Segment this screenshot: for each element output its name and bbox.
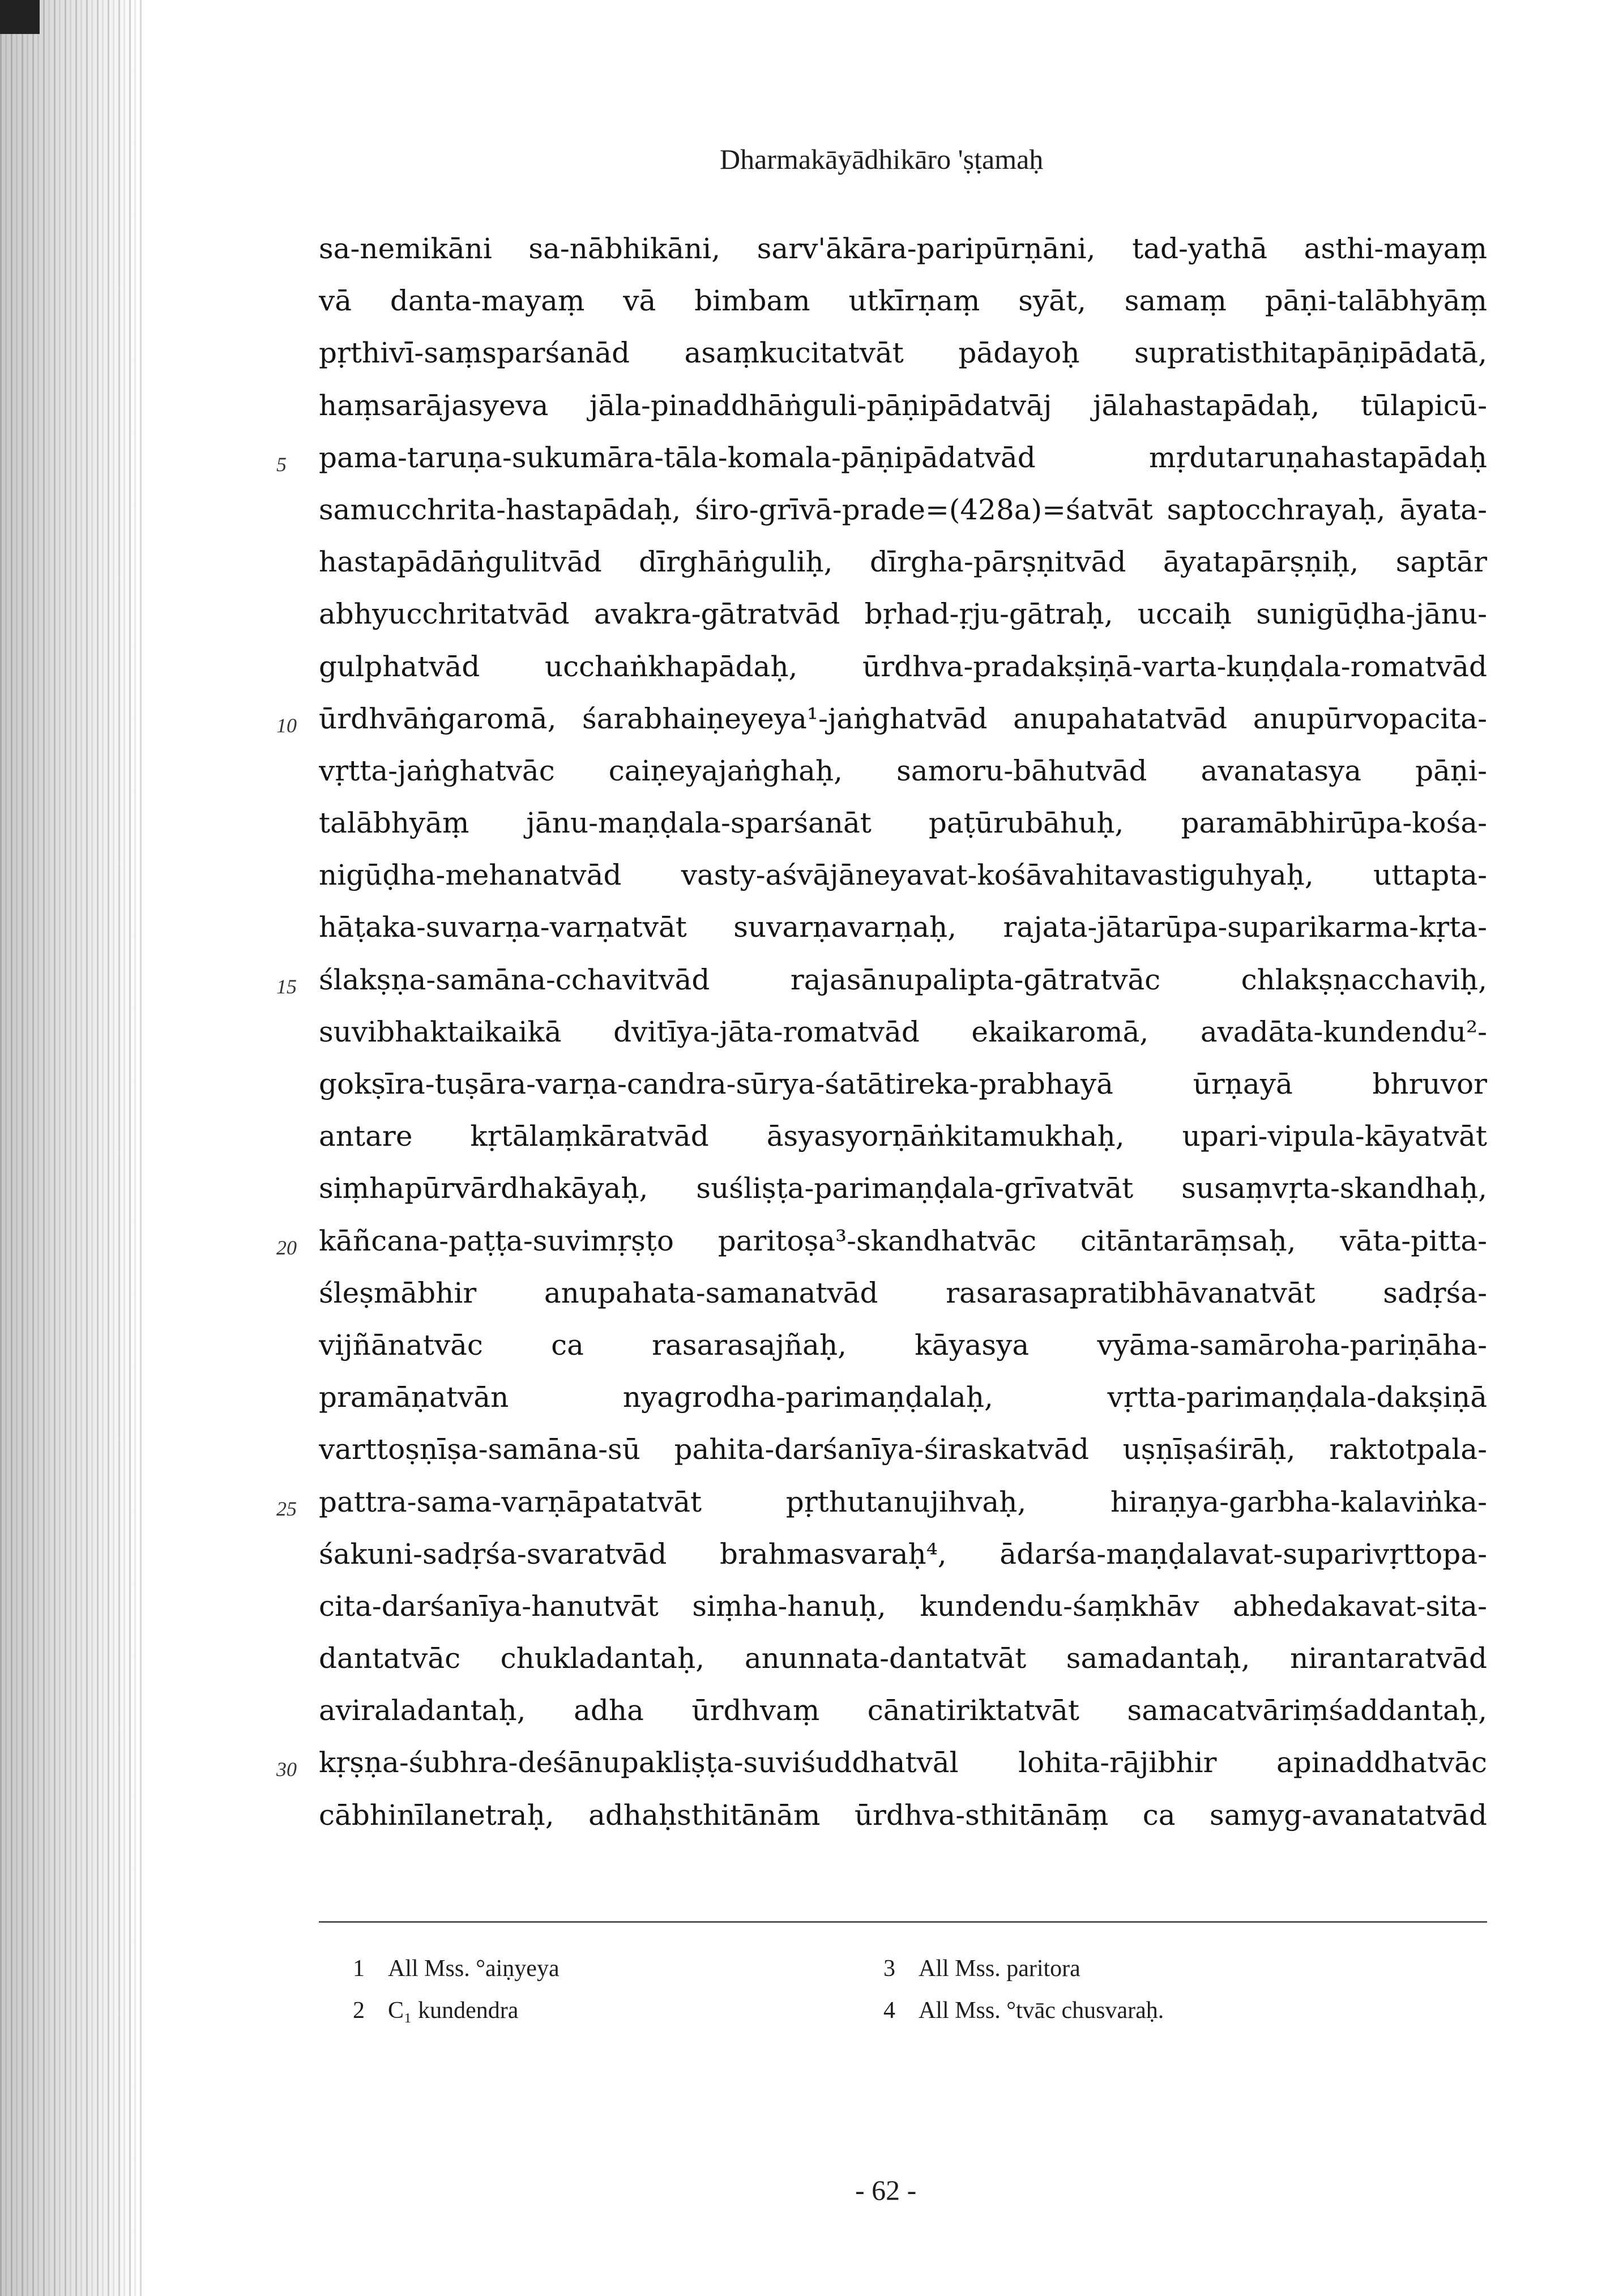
- text-line: [319, 1379, 1487, 1431]
- text-line: [276, 701, 1487, 753]
- line-number: 15: [276, 975, 297, 998]
- footnote-text: All Mss. paritora: [919, 1956, 1080, 1982]
- line-content: cita-darśanīya-hanutvāt siṃha-hanuḥ, kundendu-śaṃkhāv abhedakavat-sita-: [319, 1589, 1487, 1623]
- text-line: [276, 1223, 1487, 1275]
- line-content: vṛtta-jaṅghatvāc caiṇeyajaṅghaḥ, samoru-bāhutvād avanatasya pāṇi-: [319, 754, 1487, 787]
- line-content: pṛthivī-saṃsparśanād asaṃkucitatvāt pādayoḥ supratisthitapāṇipādatā,: [319, 336, 1487, 370]
- text-line: [319, 1327, 1487, 1379]
- footnote: [353, 1997, 518, 2024]
- line-content: samucchrita-hastapādaḥ, śiro-grīvā-prade=(428a)=śatvāt saptocchrayaḥ, āyata-: [319, 493, 1487, 526]
- line-number: 25: [276, 1497, 297, 1520]
- line-content: antare kṛtālaṃkāratvād āsyasyorṇāṅkitamukhaḥ, upari-vipula-kāyatvāt: [319, 1120, 1487, 1153]
- text-line: [276, 1484, 1487, 1536]
- line-number: 30: [276, 1758, 297, 1781]
- text-line: [319, 753, 1487, 805]
- text-line: [319, 1170, 1487, 1222]
- text-line: [319, 805, 1487, 857]
- line-content: talābhyāṃ jānu-maṇḍala-sparśanāt paṭūrubāhuḥ, paramābhirūpa-kośa-: [319, 806, 1487, 840]
- footnote-number: 2: [353, 1998, 365, 2024]
- page-number: - 62 -: [855, 2174, 917, 2206]
- text-line: [276, 962, 1487, 1014]
- line-number: 10: [276, 714, 297, 737]
- line-content: dantatvāc chukladantaḥ, anunnata-dantatvāt samadantaḥ, nirantaratvād: [319, 1642, 1487, 1675]
- text-line: [319, 1118, 1487, 1170]
- text-line: [319, 492, 1487, 544]
- text-line: [319, 387, 1487, 439]
- line-content: cābhinīlanetraḥ, adhaḥsthitānām ūrdhva-sthitānāṃ ca samyg-avanatatvād: [319, 1798, 1487, 1832]
- text-line: [319, 1640, 1487, 1692]
- text-line: [319, 1588, 1487, 1640]
- line-content: abhyucchritatvād avakra-gātratvād bṛhad-ṛju-gātraḥ, uccaiḥ sunigūḍha-jānu-: [319, 598, 1487, 631]
- line-content: haṃsarājasyeva jāla-pinaddhāṅguli-pāṇipādatvāj jālahastapādaḥ, tūlapicū-: [319, 389, 1487, 422]
- line-content: kāñcana-paṭṭa-suvimṛṣṭo paritoṣa³-skandhatvāc citāntarāṃsaḥ, vāta-pitta-: [319, 1224, 1487, 1257]
- running-header: Dharmakāyādhikāro 'ṣṭamaḥ: [720, 143, 1044, 175]
- line-content: gokṣīra-tuṣāra-varṇa-candra-sūrya-śatātireka-prabhayā ūrṇayā bhruvor: [319, 1068, 1487, 1100]
- line-content: ūrdhvāṅgaromā, śarabhaiṇeyeya¹-jaṅghatvād anupahatatvād anupūrvopacita-: [319, 702, 1487, 735]
- line-content: sa-nemikāni sa-nābhikāni, sarv'ākāra-paripūrṇāni, tad-yathā asthi-mayaṃ: [319, 232, 1487, 265]
- text-line: [319, 283, 1487, 335]
- text-line: [319, 596, 1487, 648]
- text-line: [319, 1797, 1487, 1849]
- line-content: varttoṣṇīṣa-samāna-sū pahita-darśanīya-śiraskatvād uṣṇīṣaśirāḥ, raktotpala-: [319, 1433, 1487, 1466]
- text-line: [319, 1275, 1487, 1327]
- text-line: [319, 335, 1487, 387]
- body-text: [276, 231, 1487, 1849]
- text-line: [319, 909, 1487, 961]
- text-line: [319, 1692, 1487, 1744]
- text-line: [319, 231, 1487, 283]
- text-line: [319, 1066, 1487, 1118]
- scan-corner-shadow: [0, 0, 40, 34]
- footnote-text: All Mss. °tvāc chusvaraḥ.: [919, 1998, 1164, 2024]
- text-line: [319, 1431, 1487, 1483]
- text-line: [319, 544, 1487, 596]
- line-content: vijñānatvāc ca rasarasajñaḥ, kāyasya vyāma-samāroha-pariṇāha-: [319, 1328, 1487, 1362]
- footnote-number: 1: [353, 1956, 365, 1982]
- line-content: śleṣmābhir anupahata-samanatvād rasarasapratibhāvanatvāt sadṛśa-: [319, 1276, 1487, 1309]
- line-content: ślakṣṇa-samāna-cchavitvād rajasānupalipta-gātratvāc chlakṣṇacchaviḥ,: [319, 963, 1487, 996]
- line-content: hastapādāṅgulitvād dīrghāṅguliḥ, dīrgha-pārṣṇitvād āyatapārṣṇiḥ, saptār: [319, 545, 1487, 579]
- footnote-number: 3: [883, 1956, 895, 1982]
- line-content: śakuni-sadṛśa-svaratvād brahmasvaraḥ⁴, ādarśa-maṇḍalavat-suparivṛttopa-: [319, 1537, 1487, 1571]
- line-number: 5: [276, 453, 287, 476]
- footnote-rule: [319, 1921, 1487, 1923]
- footnote-text: All Mss. °aiṇyeya: [388, 1956, 559, 1982]
- text-line: [319, 857, 1487, 909]
- text-line: [276, 439, 1487, 492]
- line-content: kṛṣṇa-śubhra-deśānupakliṣṭa-suviśuddhatvāl lohita-rājibhir apinaddhatvāc: [319, 1746, 1487, 1779]
- footnote: [883, 1955, 1080, 1982]
- text-line: [319, 1536, 1487, 1588]
- scanned-binding-edge: [0, 0, 142, 2296]
- line-content: siṃhapūrvārdhakāyaḥ, suśliṣṭa-parimaṇḍala-grīvatvāt susaṃvṛta-skandhaḥ,: [319, 1172, 1487, 1205]
- text-line: [276, 1744, 1487, 1796]
- footnote: [883, 1997, 1164, 2024]
- line-content: suvibhaktaikaikā dvitīya-jāta-romatvād ekaikaromā, avadāta-kundendu²-: [319, 1015, 1487, 1048]
- footnote-number: 4: [883, 1998, 895, 2024]
- line-content: gulphatvād ucchaṅkhapādaḥ, ūrdhva-pradakṣiṇā-varta-kuṇḍala-romatvād: [319, 650, 1487, 683]
- line-content: pramāṇatvān nyagrodha-parimaṇḍalaḥ, vṛtta-parimaṇḍala-dakṣiṇā: [319, 1381, 1487, 1414]
- line-content: pattra-sama-varṇāpatatvāt pṛthutanujihvaḥ, hiraṇya-garbha-kalaviṅka-: [319, 1485, 1487, 1518]
- footnote-text: C₁ kundendra: [388, 1998, 519, 2024]
- text-line: [319, 648, 1487, 701]
- text-line: [319, 1014, 1487, 1066]
- line-content: vā danta-mayaṃ vā bimbam utkīrṇaṃ syāt, samaṃ pāṇi-talābhyāṃ: [319, 284, 1487, 318]
- line-content: hāṭaka-suvarṇa-varṇatvāt suvarṇavarṇaḥ, rajata-jātarūpa-suparikarma-kṛta-: [319, 911, 1487, 944]
- footnote: [353, 1955, 559, 1982]
- line-content: pama-taruṇa-sukumāra-tāla-komala-pāṇipādatvād mṛdutaruṇahastapādaḥ: [319, 441, 1487, 474]
- line-content: aviraladantaḥ, adha ūrdhvaṃ cānatiriktatvāt samacatvāriṃśaddantaḥ,: [319, 1694, 1487, 1727]
- line-content: nigūḍha-mehanatvād vasty-aśvājāneyavat-kośāvahitavastiguhyaḥ, uttapta-: [319, 859, 1487, 892]
- line-number: 20: [276, 1236, 297, 1259]
